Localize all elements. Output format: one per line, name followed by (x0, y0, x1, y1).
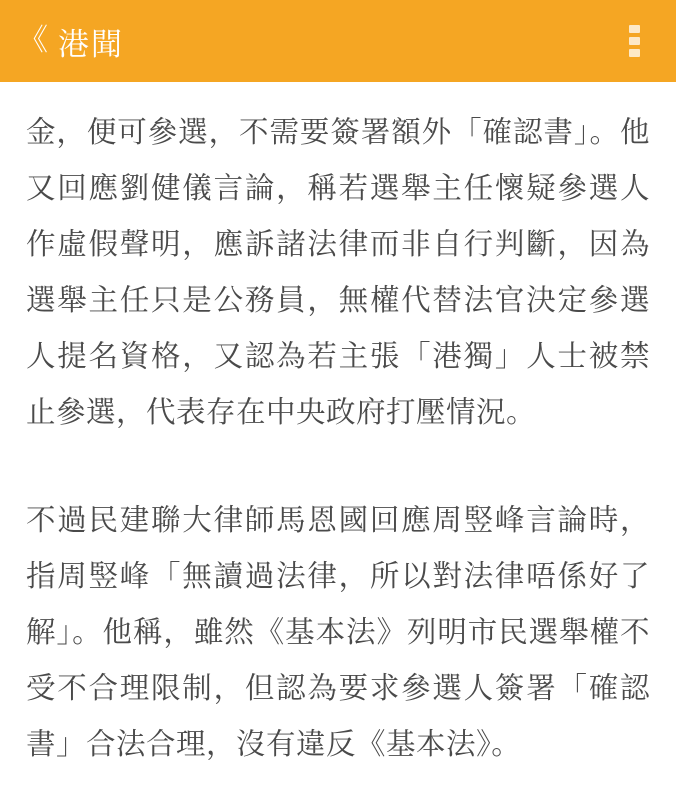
back-chevron-icon[interactable]: 《 (18, 24, 48, 57)
overflow-menu-dot (629, 37, 640, 45)
page-title: 港聞 (58, 26, 124, 63)
overflow-menu-icon[interactable] (629, 25, 640, 57)
overflow-menu-dot (629, 25, 640, 33)
overflow-menu-dot (629, 49, 640, 57)
article-paragraph: 金，便可參選，不需要簽署額外「確認書」。他又回應劉健儀言論，稱若選舉主任懷疑參選人作虛假聲明，應訴諸法律而非自行判斷，因為選舉主任只是公務員，無權代替法官決定參選人提名資格，又認為若主張「港獨」人士被禁止參選，代表存在中央政府打壓情況。 (26, 115, 650, 429)
article-paragraph: 不過民建聯大律師馬恩國回應周竪峰言論時，指周竪峰「無讀過法律，所以對法律唔係好了解」。他稱，雖然《基本法》列明市民選舉權不受不合理限制，但認為要求參選人簽署「確認書」合法合理，沒有違反《基本法》。 (26, 503, 650, 761)
article-body (0, 82, 676, 800)
app-header (0, 0, 676, 82)
